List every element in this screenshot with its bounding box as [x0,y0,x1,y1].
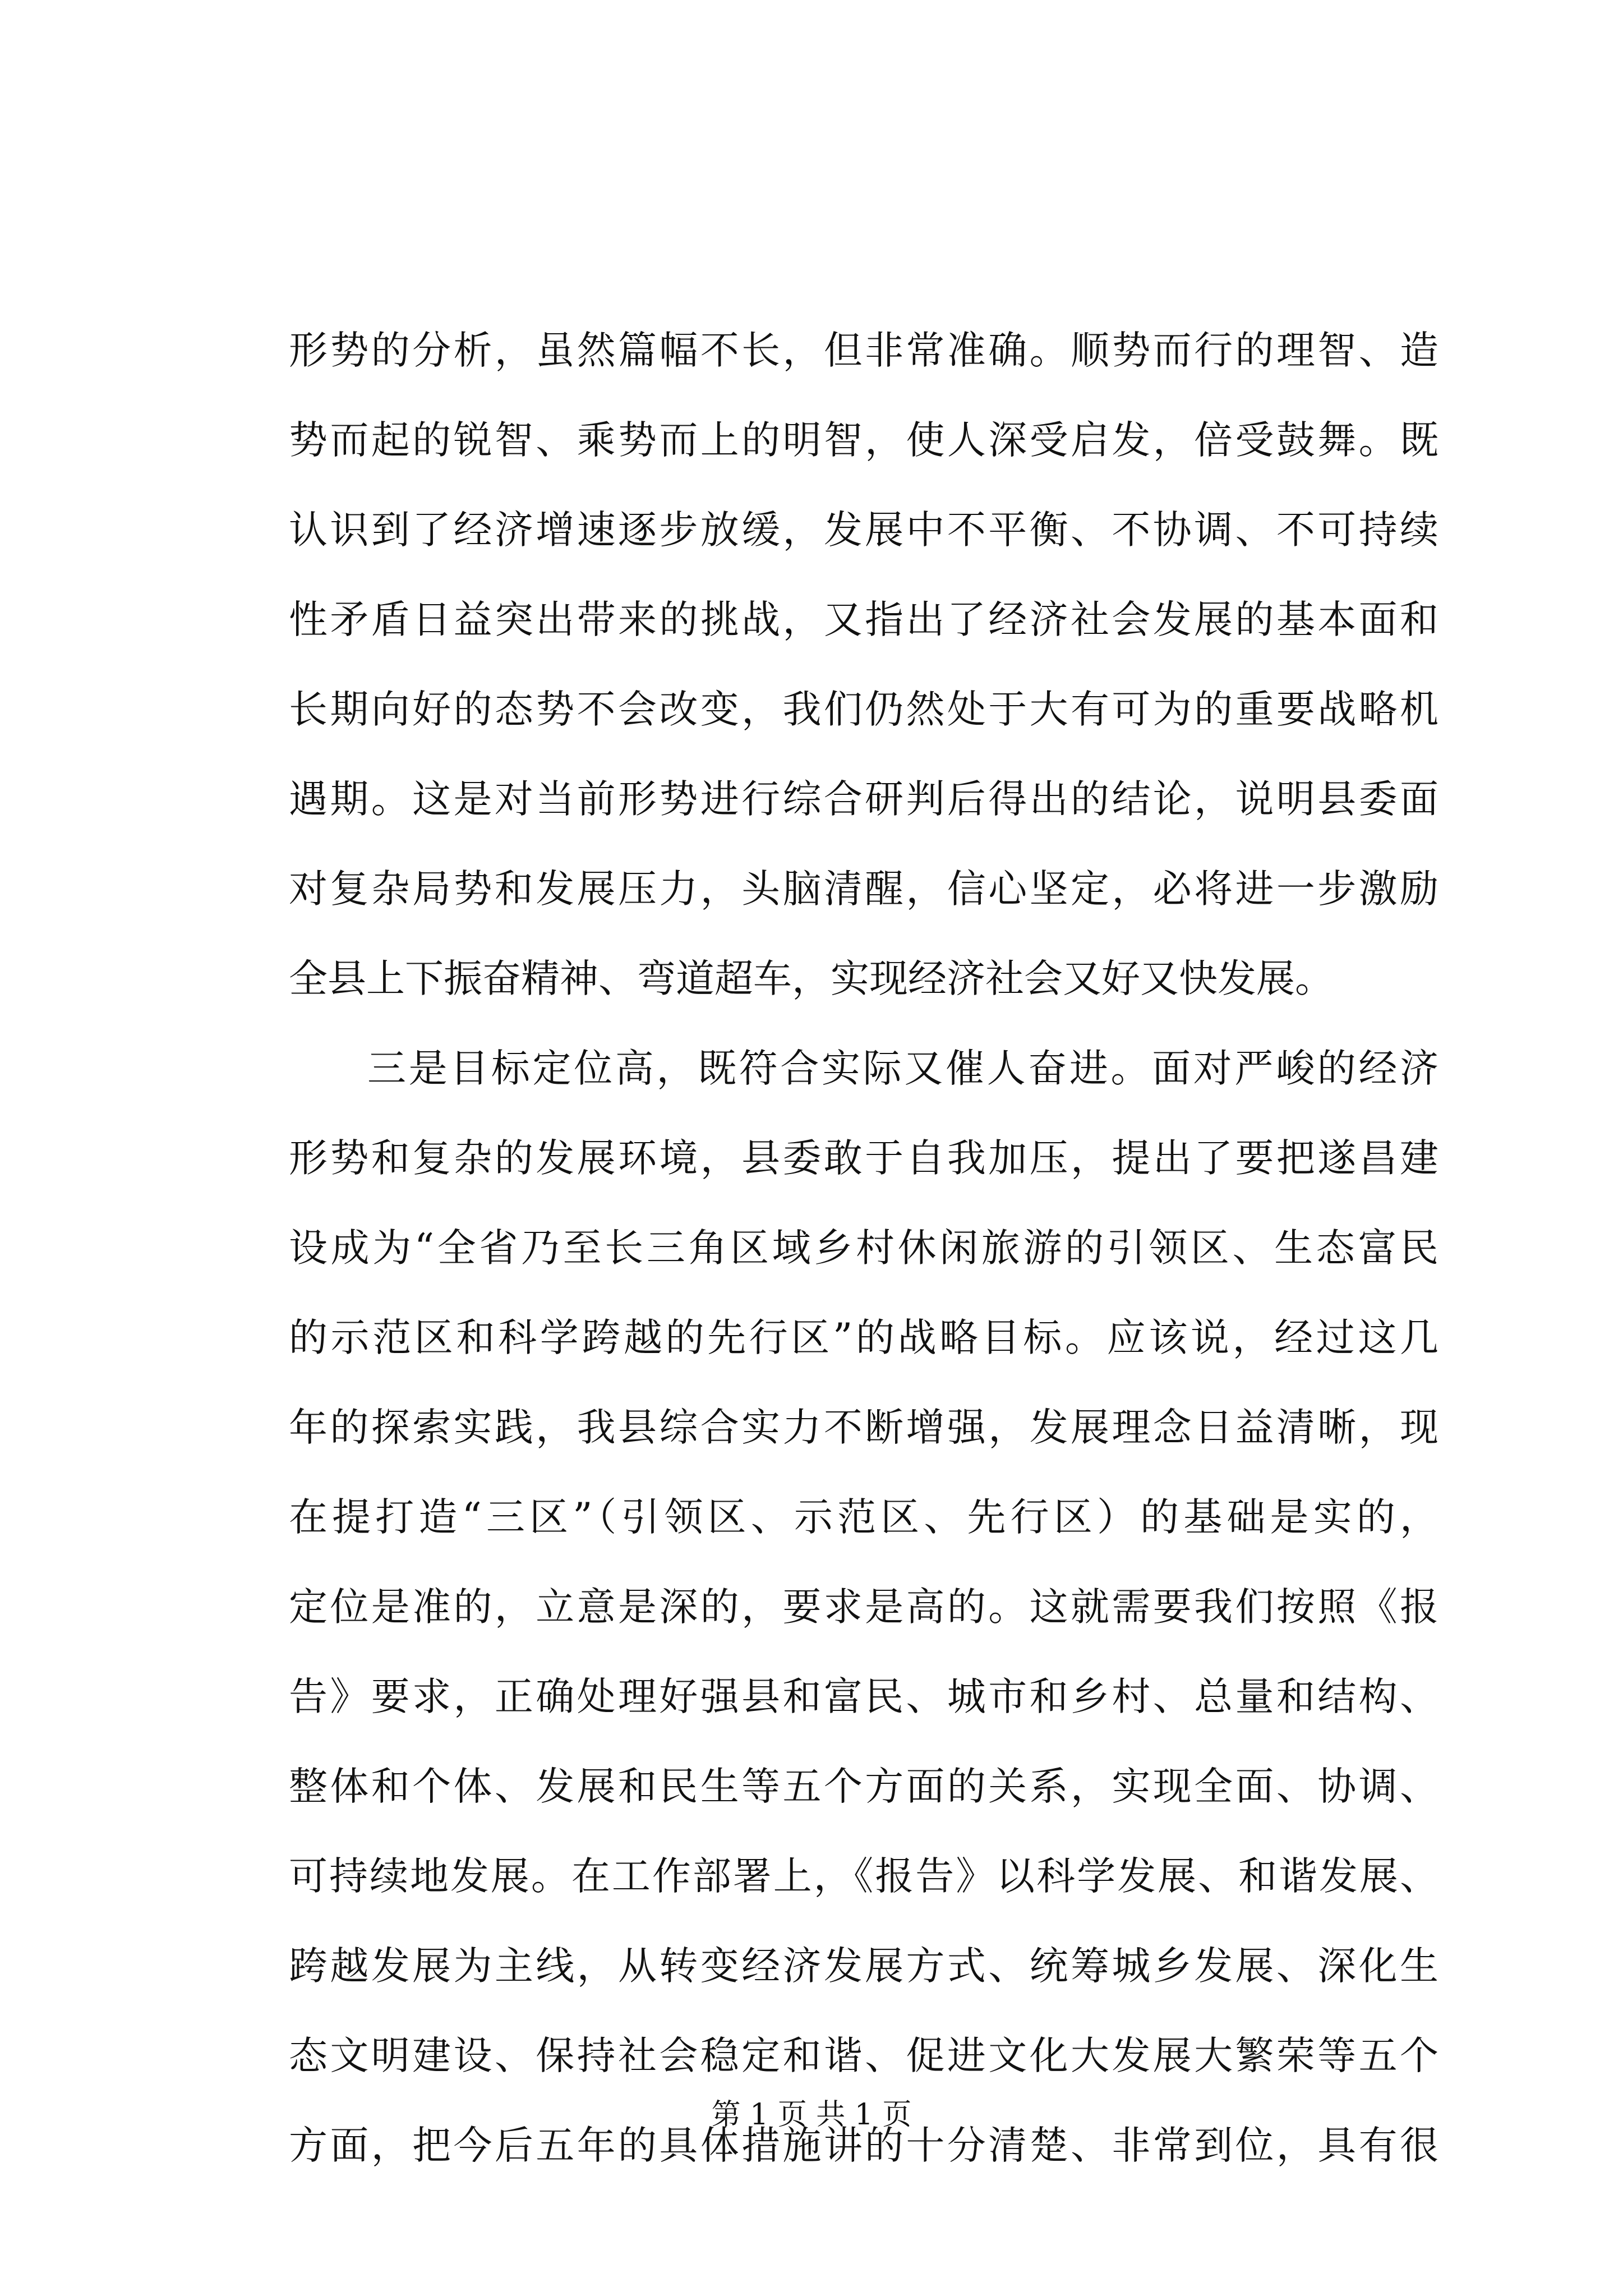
text-line: 年的探索实践，我县综合实力不断增强，发展理念日益清晰，现 [289,1405,1438,1450]
text-line: 方面，把今后五年的具体措施讲的十分清楚、非常到位，具有很 [289,2123,1438,2168]
text-line: 态文明建设、保持社会稳定和谐、促进文化大发展大繁荣等五个 [289,2033,1438,2078]
text-line: 遇期。这是对当前形势进行综合研判后得出的结论，说明县委面 [289,777,1438,822]
paragraph-first-line: 三是目标定位高，既符合实际又催人奋进。面对严峻的经济 [367,1046,1438,1091]
text-line: 在提打造“三区”（引领区、示范区、先行区）的基础是实的， [289,1495,1438,1540]
text-line: 告》要求，正确处理好强县和富民、城市和乡村、总量和结构、 [289,1674,1438,1719]
body-text [289,306,1438,2191]
text-line: 性矛盾日益突出带来的挑战，又指出了经济社会发展的基本面和 [289,597,1438,642]
text-line: 设成为“全省乃至长三角区域乡村休闲旅游的引领区、生态富民 [289,1226,1438,1271]
text-line: 定位是准的，立意是深的，要求是高的。这就需要我们按照《报 [289,1585,1438,1630]
page-footer: 第 1 页 共 1 页 [711,2098,912,2132]
text-line: 整体和个体、发展和民生等五个方面的关系，实现全面、协调、 [289,1764,1438,1809]
text-line: 长期向好的态势不会改变，我们仍然处于大有可为的重要战略机 [289,687,1438,732]
text-line: 可持续地发展。在工作部署上，《报告》以科学发展、和谐发展、 [289,1854,1438,1899]
text-line: 的示范区和科学跨越的先行区”的战略目标。应该说，经过这几 [289,1315,1438,1360]
text-line: 对复杂局势和发展压力，头脑清醒，信心坚定，必将进一步激励 [289,867,1438,912]
text-line: 跨越发展为主线，从转变经济发展方式、统筹城乡发展、深化生 [289,1944,1438,1989]
text-line: 形势和复杂的发展环境，县委敢于自我加压，提出了要把遂昌建 [289,1136,1438,1181]
text-line: 形势的分析，虽然篇幅不长，但非常准确。顺势而行的理智、造 [289,328,1438,373]
text-line: 势而起的锐智、乘势而上的明智，使人深受启发，倍受鼓舞。既 [289,418,1438,463]
text-line: 全县上下振奋精神、弯道超车，实现经济社会又好又快发展。 [289,956,1334,1001]
text-line: 认识到了经济增速逐步放缓，发展中不平衡、不协调、不可持续 [289,508,1438,553]
